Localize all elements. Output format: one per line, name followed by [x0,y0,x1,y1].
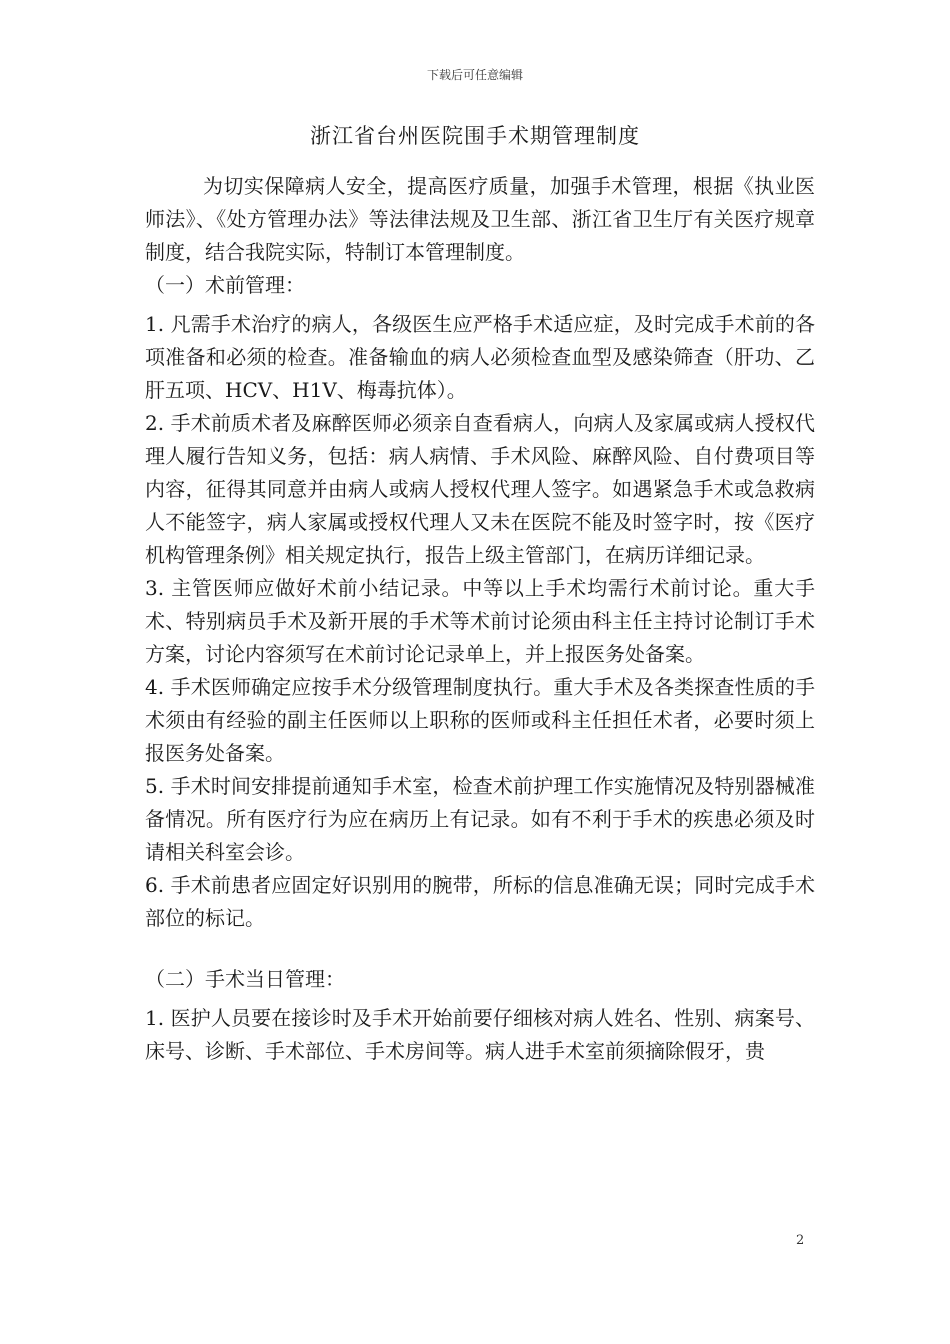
section-spacer [145,935,815,963]
list-item: 1. 凡需手术治疗的病人，各级医生应严格手术适应症，及时完成手术前的各项准备和必须的检查。准备输血的病人必须检查血型及感染筛查（肝功、乙肝五项、HCV、H1V、梅毒抗体）。 [145,312,815,402]
section-heading: （二）手术当日管理： [145,967,345,991]
list-item: 1. 医护人员要在接诊时及手术开始前要仔细核对病人姓名、性别、病案号、床号、诊断、手术部位、手术房间等。病人进手术室前须摘除假牙，贵 [145,1006,815,1063]
document-body [145,170,815,1068]
section-preoperative [145,269,815,935]
intro-paragraph: 为切实保障病人安全，提高医疗质量，加强手术管理，根据《执业医师法》、《处方管理办法》等法律法规及卫生部、浙江省卫生厅有关医疗规章制度，结合我院实际，特制订本管理制度。 [145,174,815,264]
header-note: 下载后可任意编辑 [426,68,523,82]
section-surgery-day [145,963,815,1068]
document-title: 浙江省台州医院围手术期管理制度 [310,124,640,148]
list-item: 2. 手术前质术者及麻醉医师必须亲自查看病人，向病人及家属或病人授权代理人履行告知义务，包括：病人病情、手术风险、麻醉风险、自付费项目等内容，征得其同意并由病人或病人授权代理人签字。如遇紧急手术或急救病人不能签字，病人家属或授权代理人又未在医院不能及时签字时，按《医疗机构管理条例》相关规定执行，报告上级主管部门，在病历详细记录。 [145,411,815,567]
page-number: 2 [796,1233,805,1248]
list-item: 3. 主管医师应做好术前小结记录。中等以上手术均需行术前讨论。重大手术、特别病员手术及新开展的手术等术前讨论须由科主任主持讨论制订手术方案，讨论内容须写在术前讨论记录单上，并上报医务处备案。 [145,576,815,666]
list-item: 4. 手术医师确定应按手术分级管理制度执行。重大手术及各类探查性质的手术须由有经验的副主任医师以上职称的医师或科主任担任术者，必要时须上报医务处备案。 [145,675,815,765]
list-item: 6. 手术前患者应固定好识别用的腕带，所标的信息准确无误；同时完成手术部位的标记。 [145,873,815,930]
list-item: 5. 手术时间安排提前通知手术室，检查术前护理工作实施情况及特别器械准备情况。所有医疗行为应在病历上有记录。如有不利于手术的疾患必须及时请相关科室会诊。 [145,774,815,864]
section-heading: （一）术前管理： [145,273,305,297]
